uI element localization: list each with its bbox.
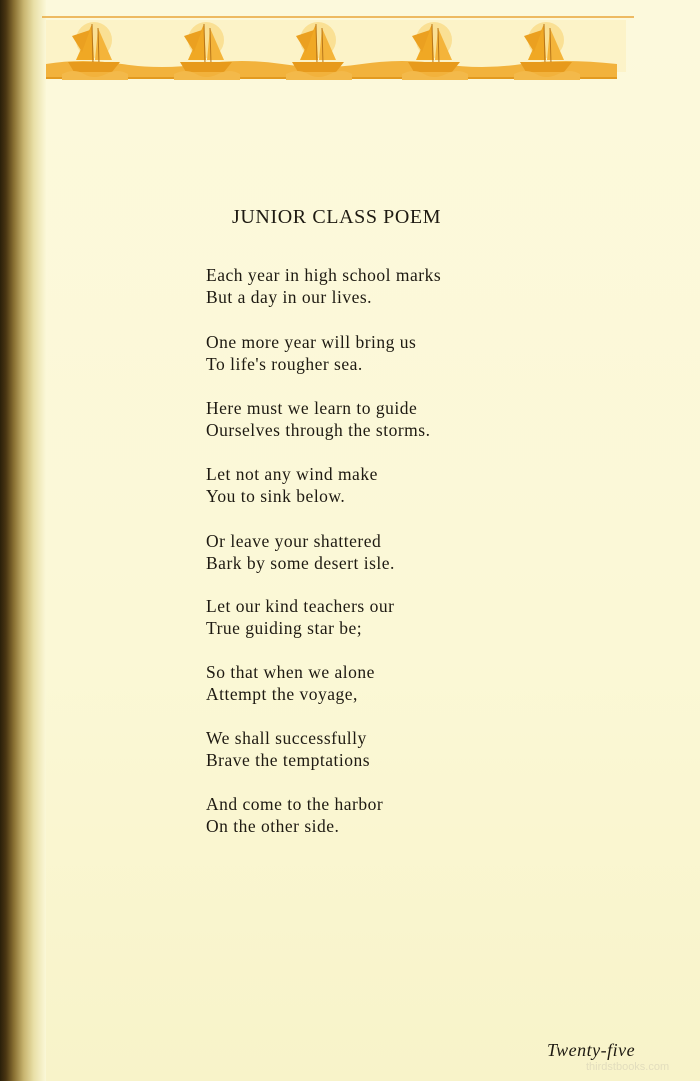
poem-line: Bark by some desert isle. [206,553,395,573]
poem-line: Or leave your shattered [206,531,382,551]
stanza [206,463,378,507]
stanza [206,530,395,574]
poem-line: And come to the harbor [206,794,384,814]
poem-line: One more year will bring us [206,332,417,352]
poem-line: Ourselves through the storms. [206,420,431,440]
poem-line: But a day in our lives. [206,287,373,307]
poem-line: Each year in high school marks [206,265,442,285]
poem-line: To life's rougher sea. [206,354,363,374]
poem-line: On the other side. [206,816,340,836]
poem-line: We shall successfully [206,728,367,748]
stanza [206,397,430,441]
stanza [206,264,441,308]
stanza [206,595,394,639]
watermark: thirdstbooks.com [586,1061,670,1073]
stanza [206,331,416,375]
poem-line: You to sink below. [206,486,346,506]
poem-title: JUNIOR CLASS POEM [232,206,442,228]
header-ship-band [42,8,634,86]
poem-line: Let not any wind make [206,464,378,484]
poem-line: Here must we learn to guide [206,398,418,418]
poem-line: Brave the temptations [206,750,371,770]
stanza [206,793,383,837]
page-number: Twenty-five [547,1040,636,1060]
book-binding-shadow [0,0,46,1081]
stanza [206,727,370,771]
poem-line: Attempt the voyage, [206,684,358,704]
poem-line: So that when we alone [206,662,375,682]
stanza [206,661,375,705]
poem-line: True guiding star be; [206,618,363,638]
poem-line: Let our kind teachers our [206,596,395,616]
